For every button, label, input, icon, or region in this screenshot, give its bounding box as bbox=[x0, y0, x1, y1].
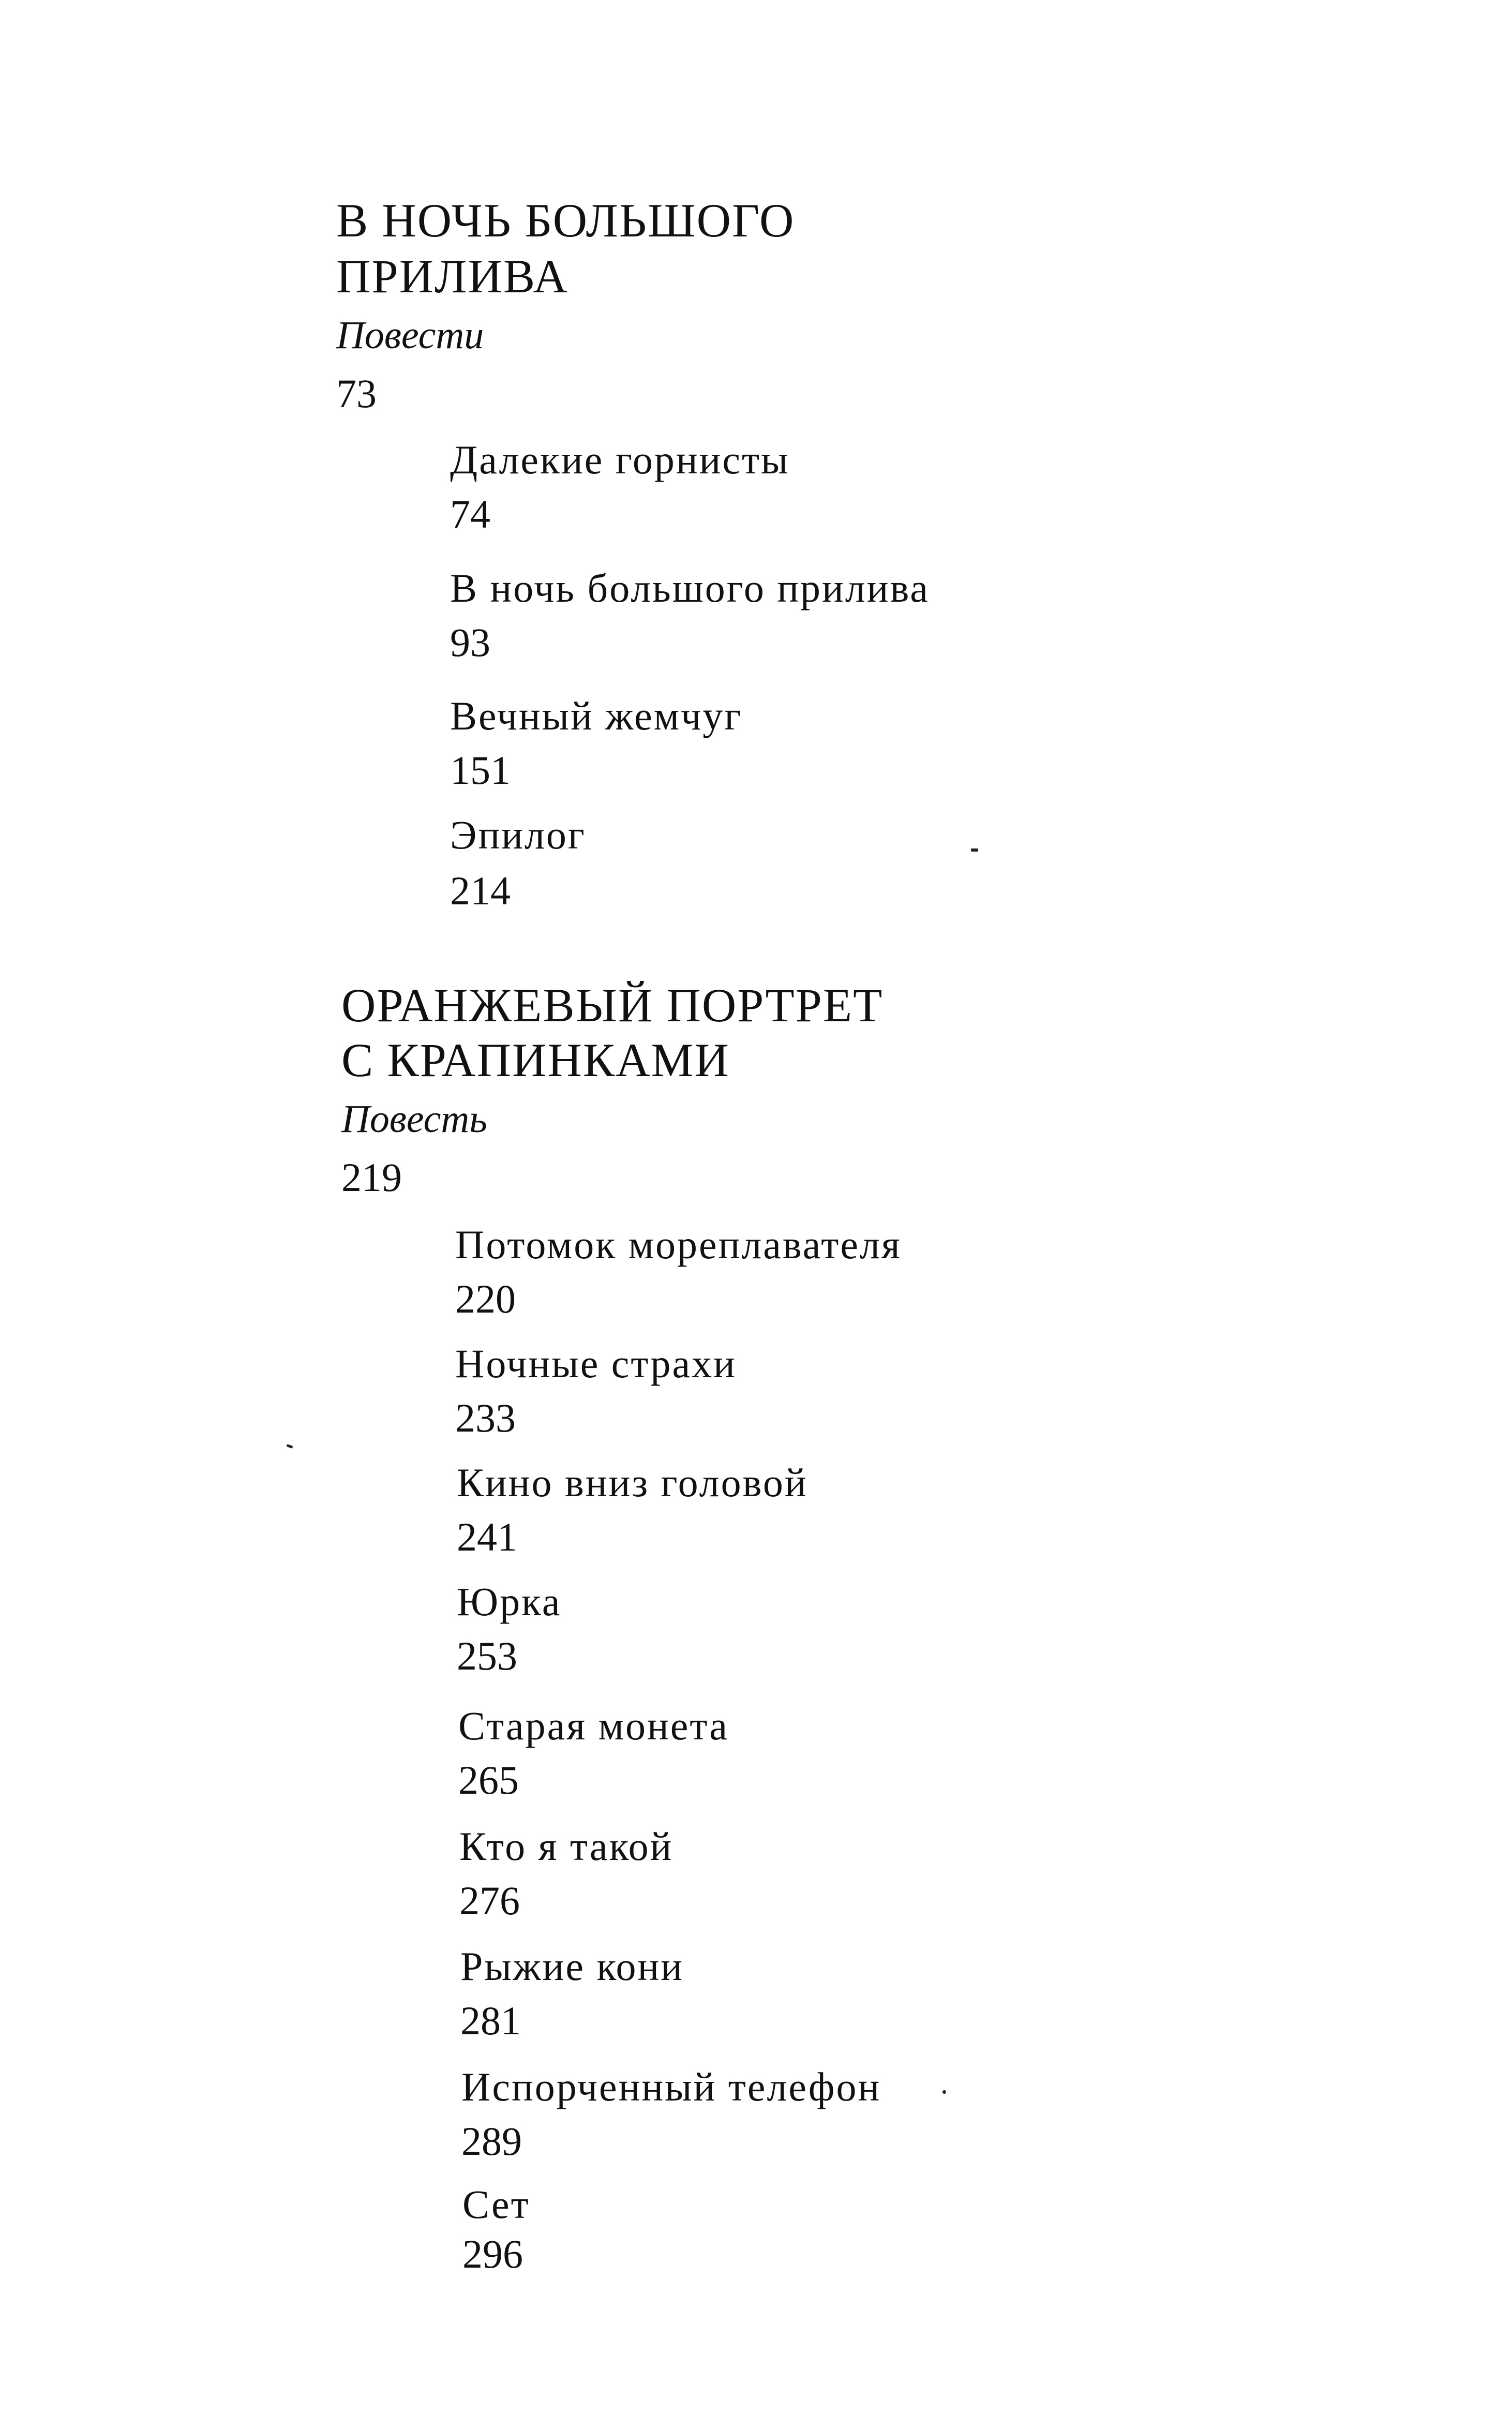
section-genre: Повесть bbox=[341, 1097, 487, 1141]
item-title: Кто я такой bbox=[459, 1824, 673, 1869]
item-title: Рыжие кони bbox=[460, 1944, 684, 1989]
item-title: Ночные страхи bbox=[455, 1341, 737, 1386]
item-page-number: 220 bbox=[455, 1276, 516, 1321]
item-title: Далекие горнисты bbox=[450, 437, 790, 482]
section-title-line: С КРАПИНКАМИ bbox=[341, 1034, 730, 1086]
item-title: Вечный жемчуг bbox=[450, 693, 743, 738]
item-title: Потомок мореплавателя bbox=[455, 1222, 902, 1267]
item-page-number: 296 bbox=[462, 2231, 523, 2276]
section-page-number: 219 bbox=[341, 1155, 402, 1200]
item-page-number: 241 bbox=[457, 1514, 517, 1559]
item-title: В ночь большого прилива bbox=[450, 565, 930, 610]
item-title: Юрка bbox=[457, 1579, 562, 1624]
section-title-line: ПРИЛИВА bbox=[336, 250, 568, 303]
item-page-number: 276 bbox=[459, 1878, 520, 1923]
section-title-line: В НОЧЬ БОЛЬШОГО bbox=[336, 194, 795, 247]
item-page-number: 233 bbox=[455, 1395, 516, 1440]
item-title: Испорченный телефон bbox=[461, 2064, 881, 2109]
item-title: Кино вниз головой bbox=[457, 1460, 808, 1505]
scan-speck bbox=[287, 1444, 293, 1449]
item-page-number: 265 bbox=[458, 1757, 519, 1803]
item-page-number: 214 bbox=[450, 868, 511, 913]
section-page-number: 73 bbox=[336, 371, 377, 416]
item-page-number: 151 bbox=[450, 748, 511, 793]
item-page-number: 93 bbox=[450, 620, 490, 665]
item-page-number: 74 bbox=[450, 491, 490, 537]
section-genre: Повести bbox=[336, 314, 484, 357]
item-title: Эпилог bbox=[450, 812, 586, 857]
scan-speck bbox=[942, 2090, 946, 2094]
item-title: Сет bbox=[462, 2182, 530, 2227]
item-page-number: 281 bbox=[460, 1998, 521, 2043]
section-title-line: ОРАНЖЕВЫЙ ПОРТРЕТ bbox=[341, 979, 884, 1032]
scan-speck bbox=[971, 848, 978, 852]
item-title: Старая монета bbox=[458, 1703, 729, 1748]
item-page-number: 289 bbox=[461, 2119, 522, 2164]
item-page-number: 253 bbox=[457, 1633, 517, 1678]
